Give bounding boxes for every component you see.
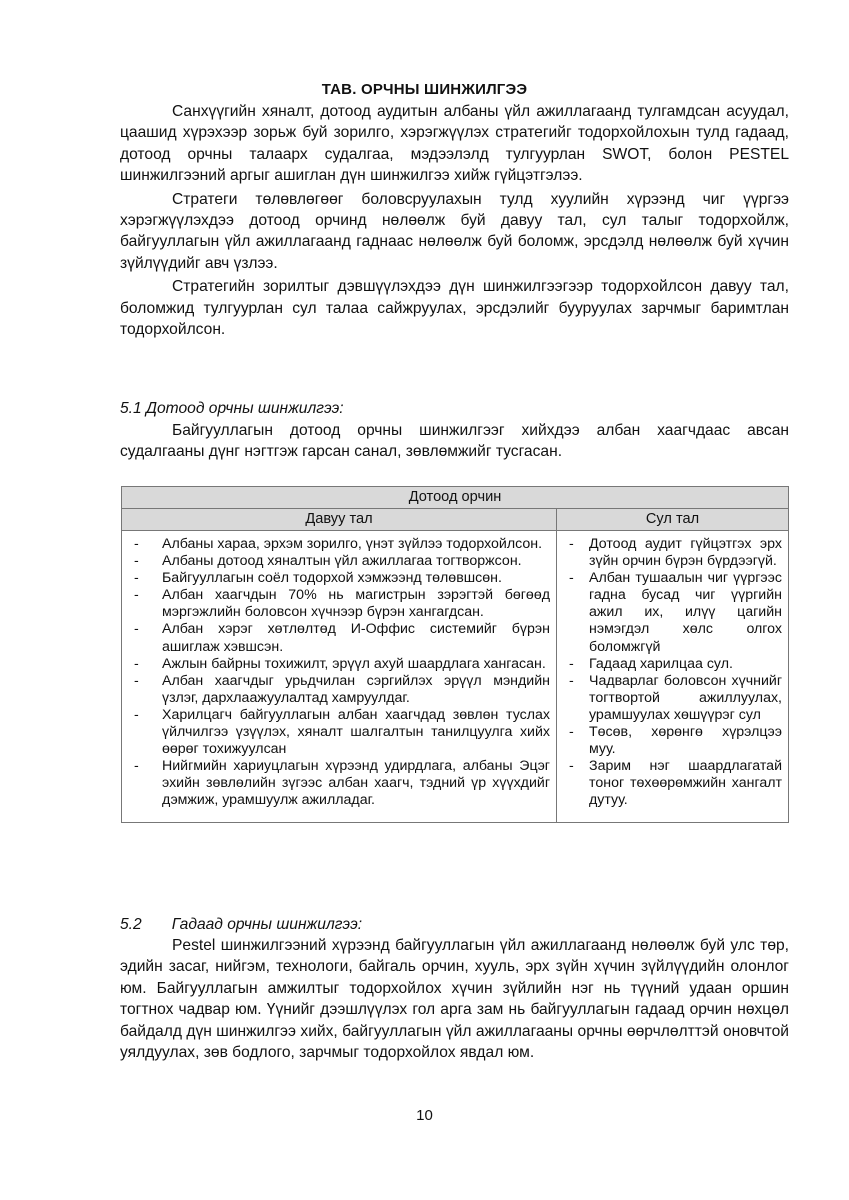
section-5-2-paragraph: Pestel шинжилгээний хүрээнд байгууллагын үйл ажиллагаанд нөлөөлж буй улс төр, эдийн засаг, нийгэм, технологи, байгаль орчин, хууль, эрх зүйн хүчин зүйлүүдийн олонлог юм. Байгууллагын амжилтыг тодорхойлох хүчин зүйлийн нэг нь түүний удаан оршин тогтнох чадвар юм. Үүнийг дээшлүүлэх гол арга зам нь байгууллагын гадаад орчин нөхцөл байдалд дүн шинжилгээ хийх, байгууллагын үйл ажиллагааны орчны өөрчлөлттэй оновчтой уялдуулах, зөв бодлого, зарчмыг тодорхойлох явдал юм. <box>120 937 789 1062</box>
internal-environment-table <box>121 486 789 823</box>
list-item: - Харилцагч байгууллагын албан хаагчдад зөвлөн туслах үйлчилгээ үзүүлэх, хяналт шалгалтын танилцуулга хийх өөрөг тохижуулсан <box>128 707 550 758</box>
section-5-1-text <box>120 420 789 465</box>
table-header: Дотоод орчин <box>122 487 789 509</box>
weaknesses-list <box>563 536 782 810</box>
list-item: - Төсөв, хөрөнгө хүрэлцээ муу. <box>563 724 782 758</box>
weaknesses-cell <box>557 531 789 823</box>
section-5-2-text <box>120 935 789 1065</box>
intro-paragraph-2: Стратеги төлөвлөгөөг боловсруулахын тулд хуулийн хүрээнд чиг үүргээ хэрэгжүүлэхдээ дотоод орчинд нөлөөлж буй давуу тал, сул талыг тодорхойлж, байгууллагын үйл ажиллагаанд гаднаас нөлөөлж буй боломж, эрсдэлд нөлөөлж буй хүчин зүйлүүдийг авч үзлээ. <box>120 190 789 272</box>
page-title: ТАВ. ОРЧНЫ ШИНЖИЛГЭЭ <box>321 81 528 98</box>
list-item: - Албан хаагчдыг урьдчилан сэргийлэх эрүүл мэндийн үзлэг, дархлаажуулалтад хамруулдаг. <box>128 673 550 707</box>
intro-paragraph-3: Стратегийн зорилтыг дэвшүүлэхдээ дүн шинжилгээгээр тодорхойлсон давуу тал, боломжид тулгуурлан сул талаа сайжруулах, эрсдэлийг бууруулах зарчмыг баримтлан тодорхойлсон. <box>120 278 789 339</box>
page-number: 10 <box>416 1107 433 1124</box>
list-item: - Гадаад харилцаа сул. <box>563 656 782 673</box>
intro-paragraph-1: Санхүүгийн хяналт, дотоод аудитын албаны үйл ажиллагаанд тулгамдсан асуудал, цаашид хүрэхээр зорьж буй зорилго, хэрэгжүүлэх стратегийг тодорхойлохын тулд гадаад, дотоод орчны талаарх судалгаа, мэдээлэлд тулгуурлан SWOT, болон PESTEL шинжилгээний аргыг ашиглан дүн шинжилгээ хийж гүйцэтгэлээ. <box>120 103 789 185</box>
list-item: - Байгууллагын соёл тодорхой хэмжээнд төлөвшсөн. <box>128 570 550 587</box>
list-item: - Дотоод аудит гүйцэтгэх эрх зүйн орчин бүрэн бүрдээгүй. <box>563 536 782 570</box>
intro-text <box>120 101 789 342</box>
list-item: - Албан хаагчдын 70% нь магистрын зэрэгтэй бөгөөд мэргэжлийн боловсон хүчнээр бүрэн хангагдсан. <box>128 587 550 621</box>
strengths-header: Давуу тал <box>122 509 557 531</box>
section-5-2-title: Гадаад орчны шинжилгээ: <box>171 916 363 933</box>
strengths-list <box>128 536 550 810</box>
weaknesses-header: Сул тал <box>557 509 789 531</box>
section-5-1-paragraph: Байгууллагын дотоод орчны шинжилгээг хийхдээ албан хаагчдаас авсан судалгааны дүнг нэгтгэж гарсан санал, зөвлөмжийг тусгасан. <box>120 422 789 461</box>
section-5-1-heading: 5.1 Дотоод орчны шинжилгээ: <box>120 400 344 417</box>
list-item: - Ажлын байрны тохижилт, эрүүл ахуй шаардлага хангасан. <box>128 656 550 673</box>
list-item: - Албаны хараа, эрхэм зорилго, үнэт зүйлээ тодорхойлсон. <box>128 536 550 553</box>
list-item: - Албаны дотоод хяналтын үйл ажиллагаа тогтворжсон. <box>128 553 550 570</box>
list-item: - Нийгмийн хариуцлагын хүрээнд удирдлага, албаны Эцэг эхийн зөвлөлийн зүгээс албан хаагч, тэдний үр хүүхдийг дэмжиж, урамшуулж ажилладаг. <box>128 758 550 809</box>
section-5-2-number: 5.2 <box>120 916 142 933</box>
list-item: - Чадварлаг боловсон хүчнийг тогтвортой ажиллуулах, урамшуулах хөшүүрэг сул <box>563 673 782 724</box>
list-item: - Зарим нэг шаардлагатай тоног төхөөрөмжийн хангалт дутуу. <box>563 758 782 809</box>
list-item: - Албан тушаалын чиг үүргээс гадна бусад чиг үүргийн ажил их, илүү цагийн нэмэгдэл хөлс олгох боломжгүй <box>563 570 782 655</box>
section-5-2-heading <box>120 914 362 935</box>
strengths-cell <box>122 531 557 823</box>
list-item: - Албан хэрэг хөтлөлтөд И-Оффис системийг бүрэн ашиглаж хэвшсэн. <box>128 621 550 655</box>
